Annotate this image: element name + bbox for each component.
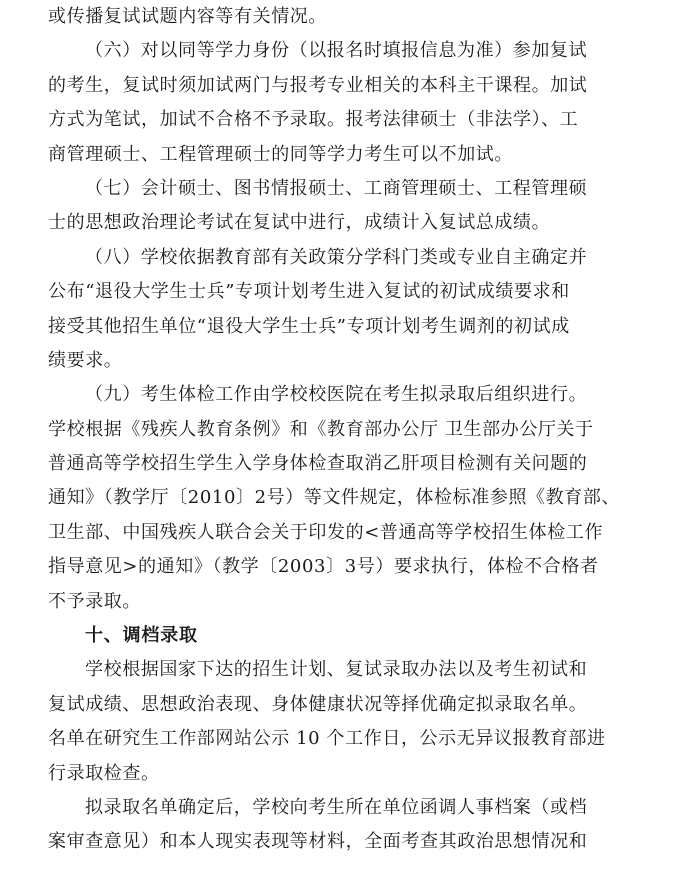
section-heading: 十、调档录取 [85, 625, 198, 647]
paragraph-archive-start: 拟录取名单确定后，学校向考生所在单位函调人事档案（或档 [85, 796, 588, 818]
text-line: 接受其他招生单位“退役大学生士兵”专项计划考生调剂的初试成 [48, 315, 570, 337]
text-line: 的考生，复试时须加试两门与报考专业相关的本科主干课程。加试 [48, 74, 588, 96]
text-line: 学校根据《残疾人教育条例》和《教育部办公厅 卫生部办公厅关于 [48, 418, 594, 440]
text-line: 行录取检查。 [48, 762, 160, 784]
text-line: 卫生部、中国残疾人联合会关于印发的<普通高等学校招生体检工作 [48, 521, 604, 543]
text-line: 指导意见>的通知》（教学〔2003〕3号）要求执行，体检不合格者 [48, 556, 599, 578]
text-line: 复试成绩、思想政治表现、身体健康状况等择优确定拟录取名单。 [48, 693, 588, 715]
text-line: 普通高等学校招生学生入学身体检查取消乙肝项目检测有关问题的 [48, 453, 588, 475]
text-line: 名单在研究生工作部网站公示 10 个工作日，公示无异议报教育部进 [48, 728, 606, 750]
paragraph-nine-start: （九）考生体检工作由学校校医院在考生拟录取后组织进行。 [85, 384, 588, 406]
paragraph-six-start: （六）对以同等学力身份（以报名时填报信息为准）参加复试 [85, 40, 588, 62]
text-line: 案审查意见）和本人现实表现等材料，全面考查其政治思想情况和 [48, 831, 588, 853]
text-line: 士的思想政治理论考试在复试中进行，成绩计入复试总成绩。 [48, 212, 551, 234]
text-line: 通知》（教学厅〔2010〕2号）等文件规定，体检标准参照《教育部、 [48, 487, 621, 509]
text-line: 方式为笔试，加试不合格不予录取。报考法律硕士（非法学）、工 [48, 109, 579, 131]
text-line: 绩要求。 [48, 349, 123, 371]
paragraph-seven-start: （七）会计硕士、图书情报硕士、工商管理硕士、工程管理硕 [85, 177, 588, 199]
text-line: 公布“退役大学生士兵”专项计划考生进入复试的初试成绩要求和 [48, 281, 570, 303]
text-line: 不予录取。 [48, 590, 141, 612]
document-body [48, 0, 636, 860]
text-line: 商管理硕士、工程管理硕士的同等学力考生可以不加试。 [48, 143, 513, 165]
paragraph-eight-start: （八）学校依据教育部有关政策分学科门类或专业自主确定并 [85, 246, 588, 268]
paragraph-admission-start: 学校根据国家下达的招生计划、复试录取办法以及考生初试和 [85, 659, 588, 681]
text-line: 或传播复试试题内容等有关情况。 [48, 6, 327, 27]
